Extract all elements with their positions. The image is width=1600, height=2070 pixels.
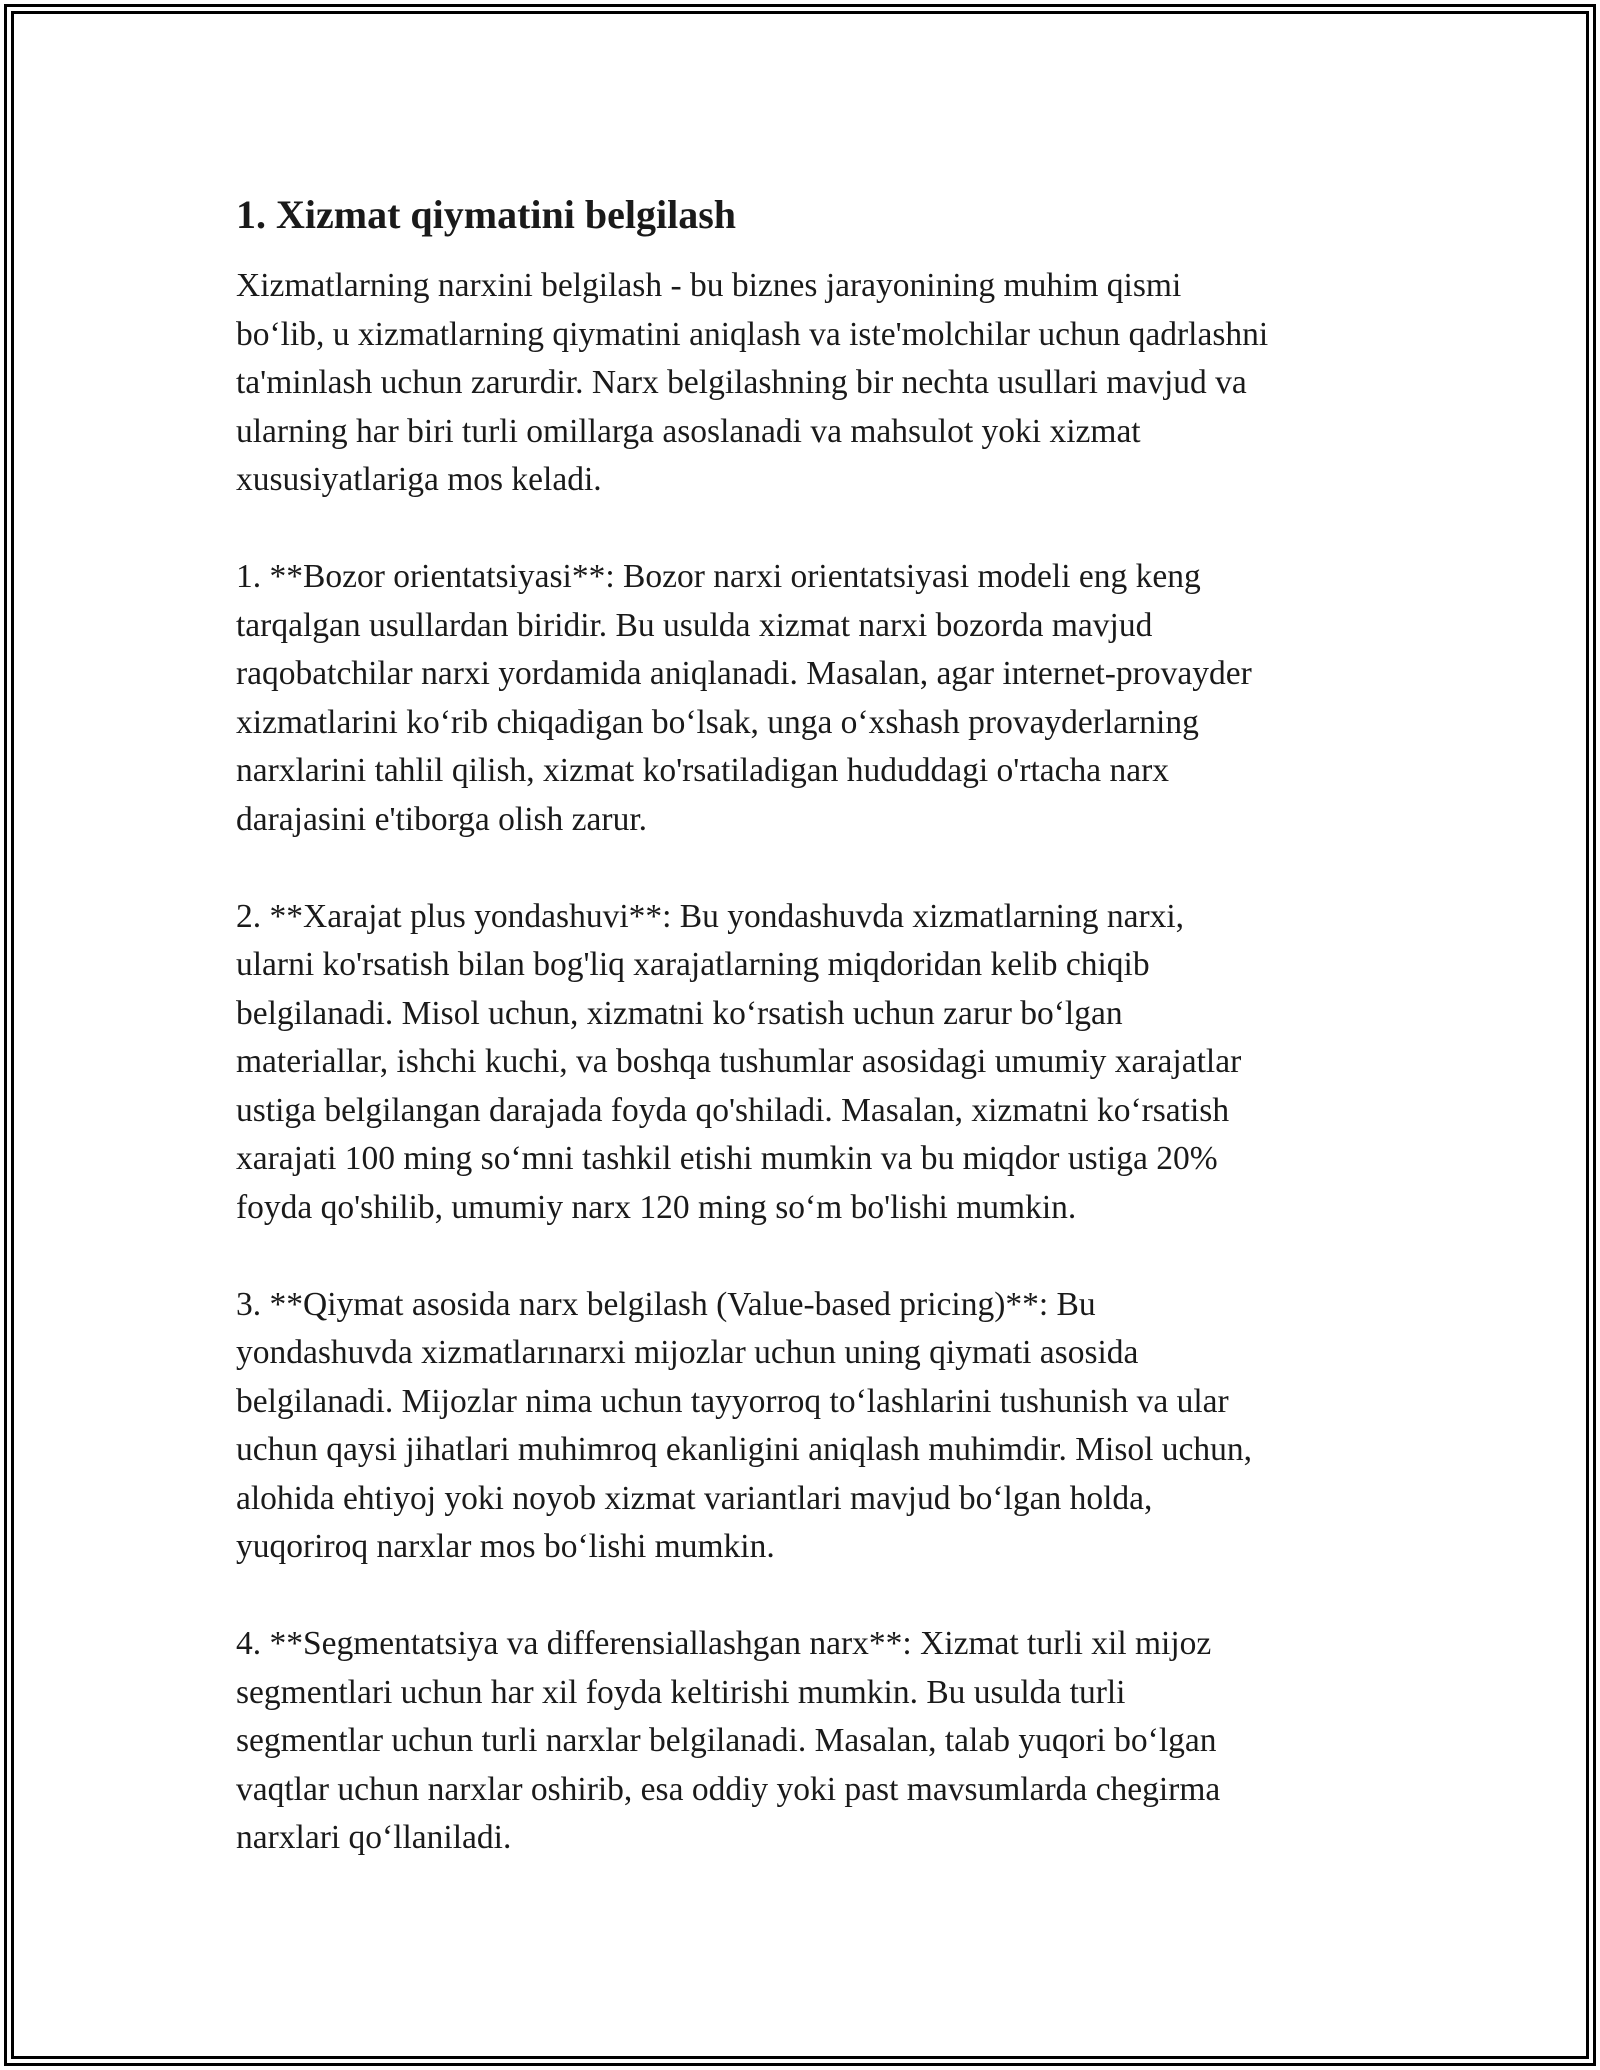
text-line: belgilanadi. Mijozlar nima uchun tayyorroq to‘lashlarini tushunish va ular bbox=[236, 1382, 1229, 1420]
text-line: alohida ehtiyoj yoki noyob xizmat variantlari mavjud bo‘lgan holda, bbox=[236, 1479, 1153, 1517]
text-line: belgilanadi. Misol uchun, xizmatni ko‘rsatish uchun zarur bo‘lgan bbox=[236, 994, 1123, 1032]
document-body bbox=[236, 180, 1396, 1911]
text-line: ustiga belgilangan darajada foyda qo'shiladi. Masalan, xizmatni ko‘rsatish bbox=[236, 1091, 1230, 1129]
text-line: 3. **Qiymat asosida narx belgilash (Value-based pricing)**: Bu bbox=[236, 1285, 1096, 1323]
text-line: raqobatchilar narxi yordamida aniqlanadi. Masalan, agar internet-provayder bbox=[236, 655, 1252, 692]
section-heading: 1. Xizmat qiymatini belgilash bbox=[236, 192, 737, 237]
text-line: yondashuvda xizmatlarınarxi mijozlar uchun uning qiymati asosida bbox=[236, 1334, 1139, 1371]
item-paragraph-cost-plus bbox=[236, 893, 1396, 1233]
text-line: vaqtlar uchun narxlar oshirib, esa oddiy yoki past mavsumlarda chegirma bbox=[236, 1770, 1221, 1808]
text-line: yuqoriroq narxlar mos bo‘lishi mumkin. bbox=[236, 1528, 775, 1565]
text-line: 1. **Bozor orientatsiyasi**: Bozor narxi orientatsiyasi modeli eng keng bbox=[236, 558, 1201, 595]
text-line: xarajati 100 ming so‘mni tashkil etishi mumkin va bu miqdor ustiga 20% bbox=[236, 1140, 1218, 1177]
text-line: ularning har biri turli omillarga asoslanadi va mahsulot yoki xizmat bbox=[236, 412, 1141, 450]
text-line: 4. **Segmentatsiya va differensiallashgan narx**: Xizmat turli xil mijoz bbox=[236, 1625, 1212, 1662]
text-line: segmentlari uchun har xil foyda keltirishi mumkin. Bu usulda turli bbox=[236, 1673, 1126, 1711]
text-line: ta'minlash uchun zarurdir. Narx belgilashning bir nechta usullari mavjud va bbox=[236, 364, 1247, 401]
text-line: uchun qaysi jihatlari muhimroq ekanligini aniqlash muhimdir. Misol uchun, bbox=[236, 1431, 1253, 1468]
text-line: tarqalgan usullardan biridir. Bu usulda xizmat narxi bozorda mavjud bbox=[236, 606, 1153, 644]
item-paragraph-market-orientation bbox=[236, 553, 1396, 844]
text-line: Xizmatlarning narxini belgilash - bu biznes jarayonining muhim qismi bbox=[236, 267, 1182, 304]
text-line: ularni ko'rsatish bilan bog'liq xarajatlarning miqdoridan kelib chiqib bbox=[236, 946, 1150, 983]
text-line: bo‘lib, u xizmatlarning qiymatini aniqlash va iste'molchilar uchun qadrlashni bbox=[236, 315, 1269, 353]
intro-paragraph bbox=[236, 262, 1396, 505]
text-line: narxlari qo‘llaniladi. bbox=[236, 1819, 512, 1856]
text-line: 2. **Xarajat plus yondashuvi**: Bu yondashuvda xizmatlarning narxi, bbox=[236, 897, 1185, 935]
text-line: segmentlar uchun turli narxlar belgilanadi. Masalan, talab yuqori bo‘lgan bbox=[236, 1722, 1217, 1759]
text-line: foyda qo'shilib, umumiy narx 120 ming so‘m bo'lishi mumkin. bbox=[236, 1188, 1077, 1226]
text-line: xususiyatlariga mos keladi. bbox=[236, 461, 602, 498]
text-line: materiallar, ishchi kuchi, va boshqa tushumlar asosidagi umumiy xarajatlar bbox=[236, 1043, 1242, 1080]
text-line: darajasini e'tiborga olish zarur. bbox=[236, 800, 648, 838]
text-line: narxlarini tahlil qilish, xizmat ko'rsatiladigan hududdagi o'rtacha narx bbox=[236, 752, 1170, 789]
text-line: xizmatlarini ko‘rib chiqadigan bo‘lsak, unga o‘xshash provayderlarning bbox=[236, 703, 1199, 741]
item-paragraph-segmentation bbox=[236, 1620, 1396, 1863]
item-paragraph-value-based bbox=[236, 1281, 1396, 1572]
